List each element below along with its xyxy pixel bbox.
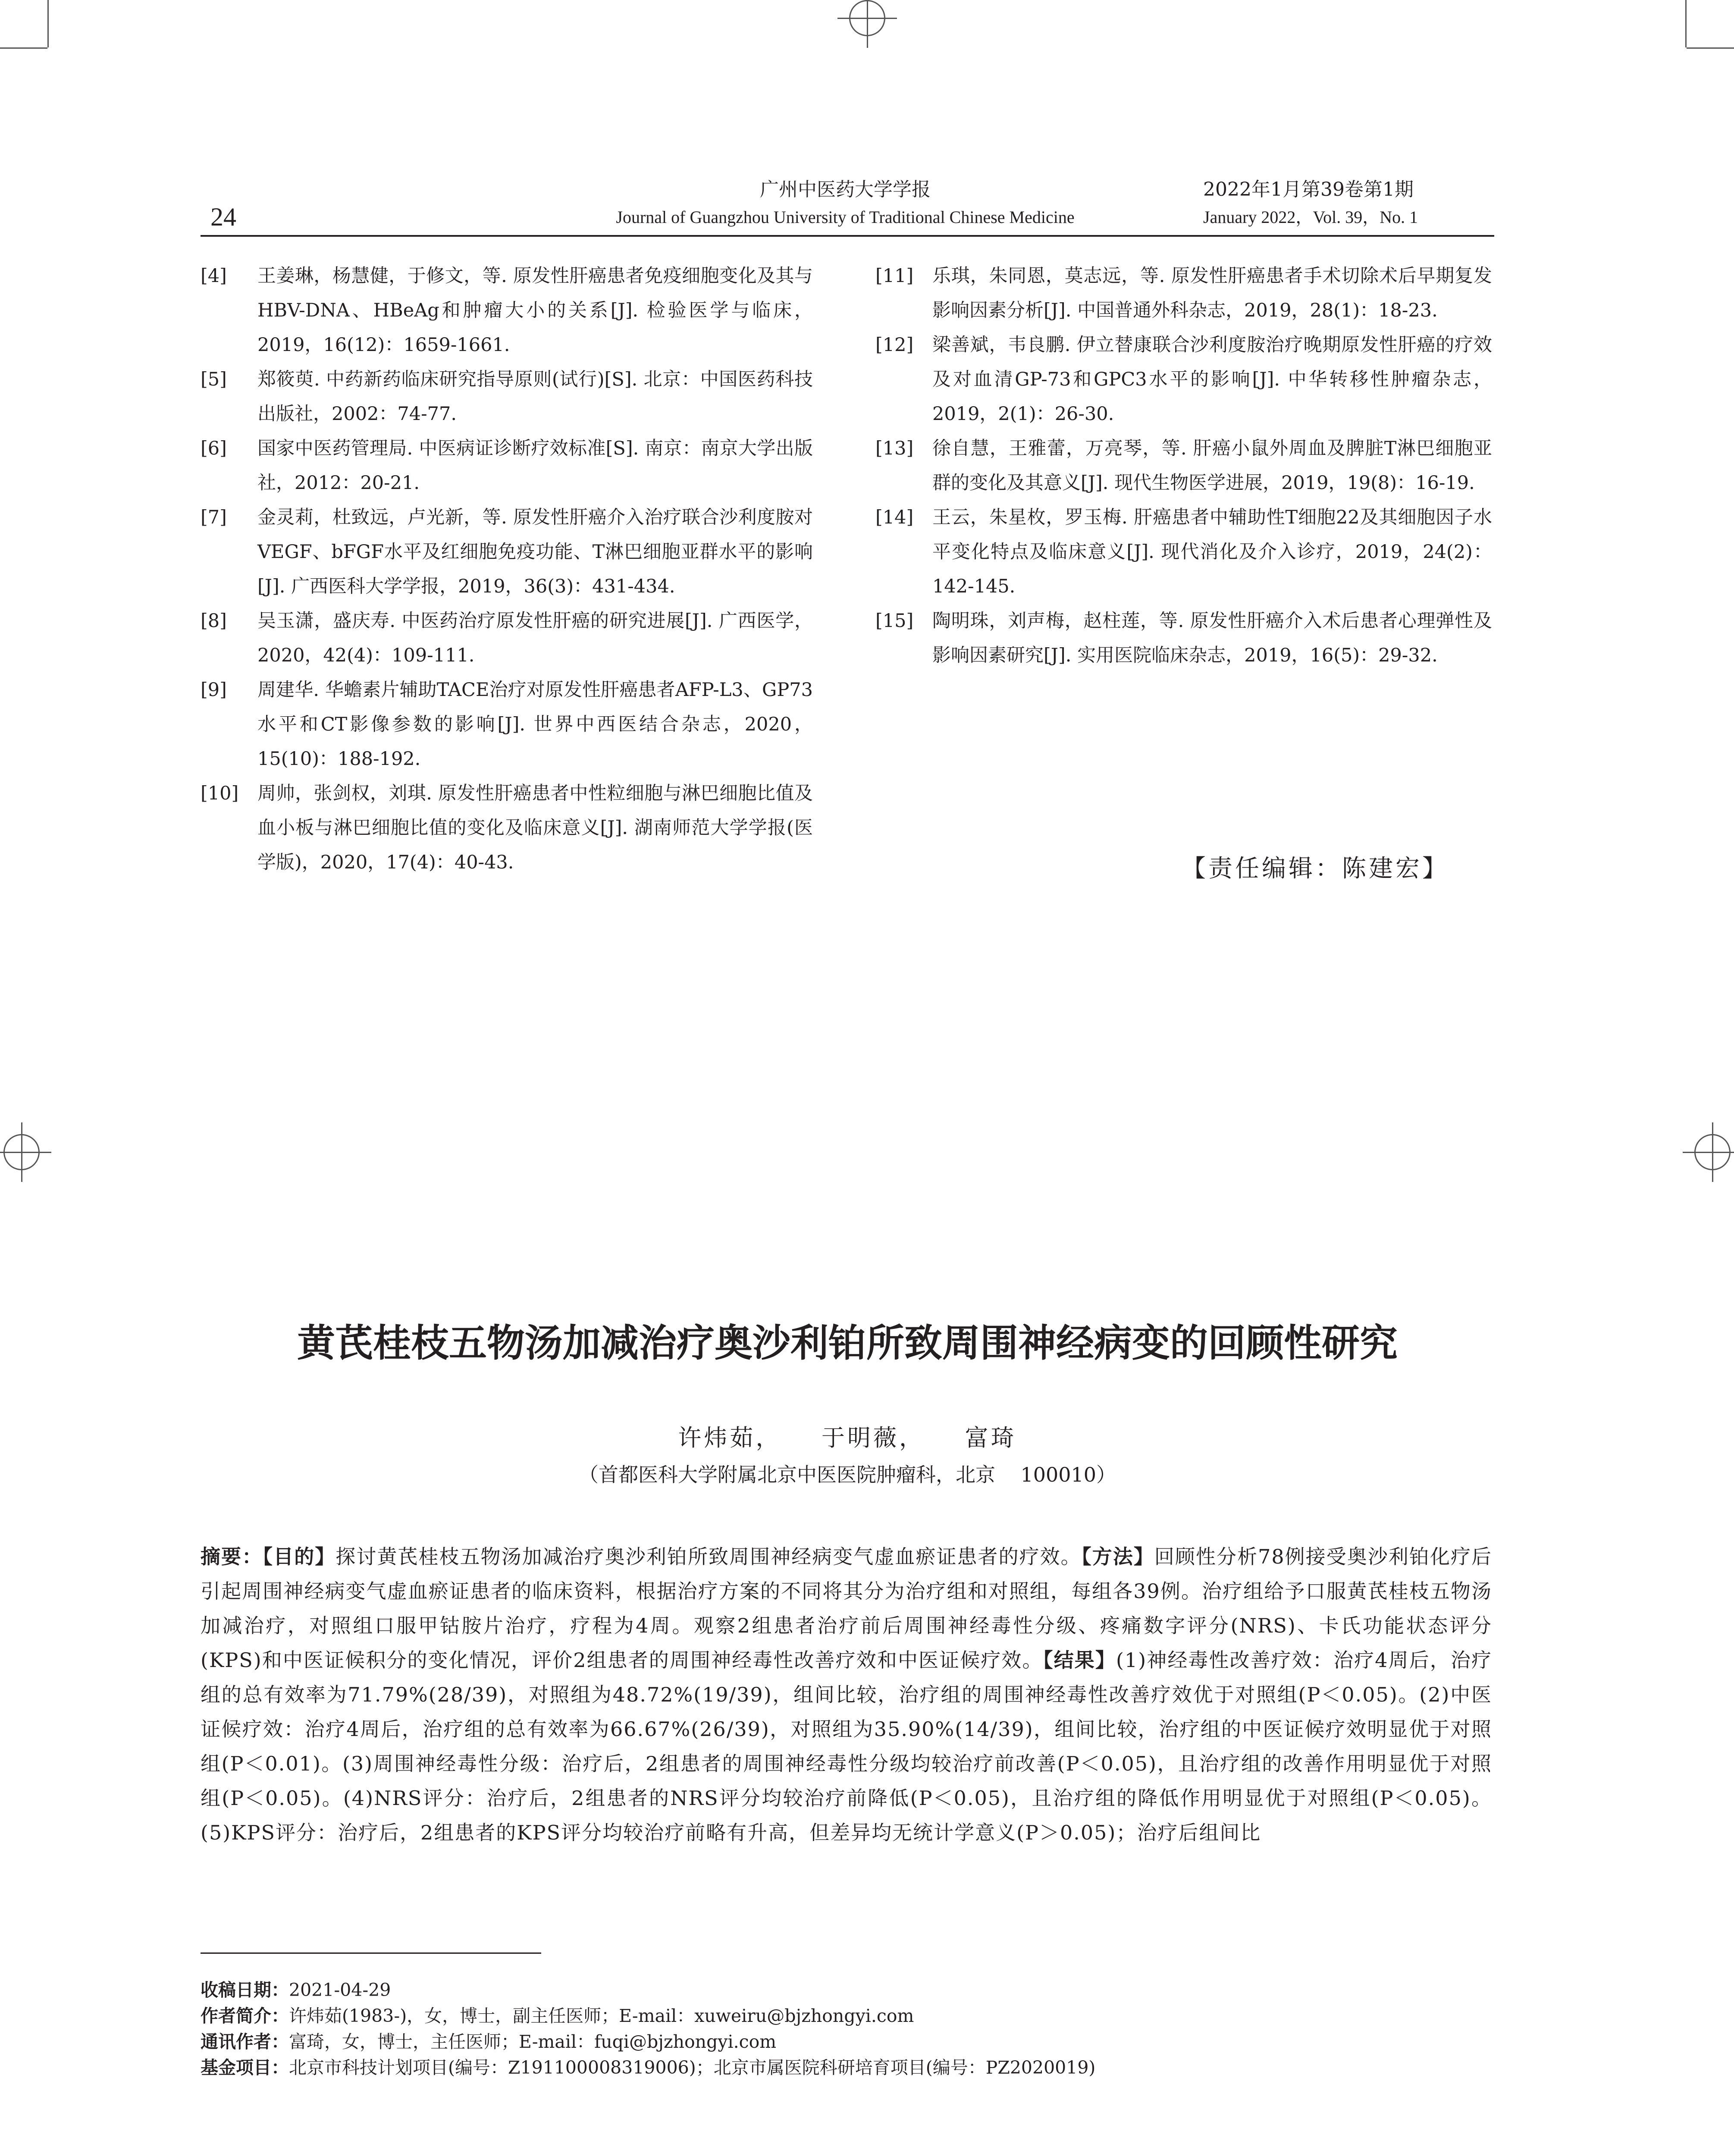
objective-text: 探讨黄芪桂枝五物汤加减治疗奥沙利铂所致周围神经病变气虚血瘀证患者的疗效。 [336,1545,1082,1568]
reference-item [201,259,813,362]
reference-text: 王云，朱星枚，罗玉梅. 肝癌患者中辅助性T细胞22及其细胞因子水平变化特点及临床意义[J]. 现代消化及介入诊疗，2019，24(2)：142-145. [932,507,1492,597]
journal-name-cn: 广州中医药大学学报 [760,179,931,201]
issue-info-cn: 2022年1月第39卷第1期 [1203,179,1414,201]
objective-label: 【目的】 [263,1545,336,1568]
reference-item [875,259,1492,328]
reference-number: [11] [875,265,914,287]
reference-item [201,431,813,500]
footnote-label: 基金项目： [201,2057,289,2078]
footnote-label: 作者简介： [201,2006,289,2026]
footnote-funding [201,2055,1494,2081]
registration-mark-right [1694,1134,1731,1170]
reference-text: 郑筱萸. 中药新药临床研究指导原则(试行)[S]. 北京：中国医药科技出版社，2002：74-77. [257,369,813,425]
footnote-text: 许炜茹(1983-)，女，博士，副主任医师；E-mail：xuweiru@bjzhongyi.com [289,2006,914,2026]
abstract-label: 摘要： [201,1545,263,1568]
footnotes [201,1977,1494,2081]
footnote-text: 富琦，女，博士，主任医师；E-mail：fuqi@bjzhongyi.com [289,2031,777,2052]
reference-item [201,500,813,604]
article-affiliation: （首都医科大学附属北京中医医院肿瘤科，北京 100010） [578,1463,1116,1486]
reference-number: [13] [875,438,914,459]
reference-item [201,776,813,880]
results-text: (1)神经毒性改善疗效：治疗4周后，治疗组的总有效率为71.79%(28/39)，对照组为48.72%(19/39)，组间比较，治疗组的周围神经毒性改善疗效优于对照组(P＜0.05)。(2)中医证候疗效：治疗4周后，治疗组的总有效率为66.67%(26/39)，对照组为35.90%(14/39)，组间比较，治疗组的中医证候疗效明显优于对照组(P＜0.01)。(3)周围神经毒性分级：治疗后，2组患者的周围神经毒性分级均较治疗前改善(P＜0.05)，且治疗组的改善作用明显优于对照组(P＜0.05)。(4)NRS评分：治疗后，2组患者的NRS评分均较治疗前降低(P＜0.05)，且治疗组的降低作用明显优于对照组(P＜0.05)。(5)KPS评分：治疗后，2组患者的KPS评分均较治疗前略有升高，但差异均无统计学意义(P＞0.05)；治疗后组间比 [201,1648,1492,1844]
registration-mark-top [849,0,885,36]
footnote-rule [201,1952,541,1954]
footnote-received [201,1977,1494,2003]
responsible-editor: 【责任编辑：陈建宏】 [1182,855,1449,883]
reference-number: [5] [201,369,227,390]
results-label: 【结果】 [1043,1648,1116,1672]
footnote-text: 2021-04-29 [289,1980,391,2000]
footnote-author-info [201,2003,1494,2029]
reference-text: 金灵莉，杜致远，卢光新，等. 原发性肝癌介入治疗联合沙利度胺对VEGF、bFGF水平及红细胞免疫功能、T淋巴细胞亚群水平的影响[J]. 广西医科大学学报，2019，36(3)：431-434. [257,507,813,597]
crop-mark-tr-v [1685,0,1687,47]
crop-mark-tl-v [47,0,49,47]
reference-item [875,500,1492,604]
reference-text: 国家中医药管理局. 中医病证诊断疗效标准[S]. 南京：南京大学出版社，2012：20-21. [257,438,813,494]
reference-text: 王姜琳，杨慧健，于修文，等. 原发性肝癌患者免疫细胞变化及其与HBV-DNA、HBeAg和肿瘤大小的关系[J]. 检验医学与临床，2019，16(12)：1659-1661. [257,265,813,356]
issue-info-en: January 2022，Vol. 39，No. 1 [1203,207,1418,227]
reference-text: 徐自慧，王雅蕾，万亮琴，等. 肝癌小鼠外周血及脾脏T淋巴细胞亚群的变化及其意义[J]. 现代生物医学进展，2019，19(8)：16-19. [932,438,1492,494]
references-left-column [201,259,813,880]
reference-text: 周建华. 华蟾素片辅助TACE治疗对原发性肝癌患者AFP-L3、GP73水平和CT影像参数的影响[J]. 世界中西医结合杂志，2020，15(10)：188-192. [257,679,813,770]
abstract [201,1539,1492,1850]
methods-label: 【方法】 [1081,1545,1154,1568]
reference-number: [9] [201,679,227,701]
reference-number: [4] [201,265,227,287]
reference-text: 乐琪，朱同恩，莫志远，等. 原发性肝癌患者手术切除术后早期复发影响因素分析[J]. 中国普通外科杂志，2019，28(1)：18-23. [932,265,1492,321]
reference-number: [6] [201,438,227,459]
footnote-corresponding-author [201,2029,1494,2055]
reference-item [201,673,813,776]
journal-name-en: Journal of Guangzhou University of Traditional Chinese Medicine [616,207,1075,227]
reference-number: [12] [875,334,914,356]
reference-text: 陶明珠，刘声梅，赵柱莲，等. 原发性肝癌介入术后患者心理弹性及影响因素研究[J]. 实用医院临床杂志，2019，16(5)：29-32. [932,610,1492,666]
page-number: 24 [210,203,236,231]
reference-text: 吴玉潇，盛庆寿. 中医药治疗原发性肝癌的研究进展[J]. 广西医学，2020，42(4)：109-111. [257,610,813,666]
footnote-text: 北京市科技计划项目(编号：Z191100008319006)；北京市属医院科研培育项目(编号：PZ2020019) [289,2057,1096,2078]
reference-item [201,604,813,673]
reference-number: [10] [201,783,239,804]
reference-item [875,431,1492,500]
article-title: 黄芪桂枝五物汤加减治疗奥沙利铂所致周围神经病变的回顾性研究 [297,1321,1398,1365]
crop-mark-tr-h [1687,47,1734,49]
reference-number: [8] [201,610,227,632]
reference-item [201,362,813,431]
reference-number: [14] [875,507,914,528]
reference-item [875,604,1492,673]
registration-mark-left [3,1134,40,1170]
footnote-label: 通讯作者： [201,2031,289,2052]
reference-text: 梁善斌，韦良鹏. 伊立替康联合沙利度胺治疗晚期原发性肝癌的疗效及对血清GP-73和GPC3水平的影响[J]. 中华转移性肿瘤杂志，2019，2(1)：26-30. [932,334,1492,425]
reference-number: [7] [201,507,227,528]
footnote-label: 收稿日期： [201,1980,289,2000]
reference-number: [15] [875,610,914,632]
methods-text: 回顾性分析78例接受奥沙利铂化疗后引起周围神经病变气虚血瘀证患者的临床资料，根据治疗方案的不同将其分为治疗组和对照组，每组各39例。治疗组给予口服黄芪桂枝五物汤加减治疗，对照组口服甲钴胺片治疗，疗程为4周。观察2组患者治疗前后周围神经毒性分级、疼痛数字评分(NRS)、卡氏功能状态评分(KPS)和中医证候积分的变化情况，评价2组患者的周围神经毒性改善疗效和中医证候疗效。 [201,1545,1493,1672]
references-right-column [875,259,1492,673]
header-rule [201,235,1494,237]
article-authors: 许炜茹， 于明薇， 富琦 [678,1424,1017,1451]
reference-text: 周帅，张剑权，刘琪. 原发性肝癌患者中性粒细胞与淋巴细胞比值及血小板与淋巴细胞比值的变化及临床意义[J]. 湖南师范大学学报(医学版)，2020，17(4)：40-43. [257,783,813,873]
reference-item [875,328,1492,431]
crop-mark-tl-h [0,47,47,49]
